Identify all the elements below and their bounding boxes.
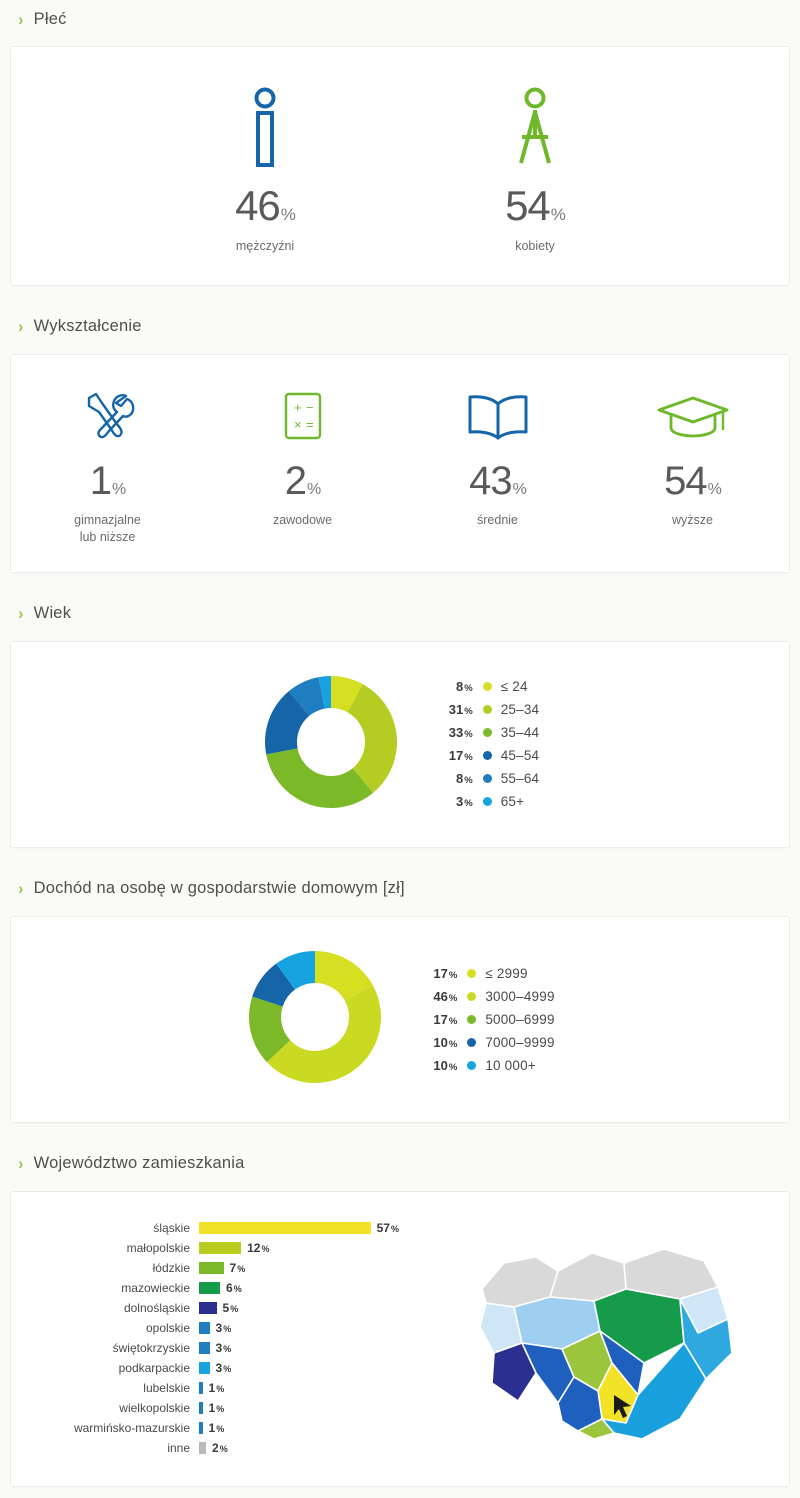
legend-value: 31%: [448, 702, 473, 718]
bar-track: [199, 1261, 399, 1275]
education-label-line1: gimnazjalne: [74, 512, 141, 527]
legend-value: 8%: [456, 771, 473, 787]
bar-fill: [199, 1222, 371, 1234]
section-wyksztalcenie: [10, 312, 790, 573]
legend-label: ≤ 2999: [485, 965, 528, 981]
section-header: [10, 874, 790, 904]
legend-item: [419, 987, 554, 1006]
percent-sign: %: [216, 1383, 225, 1394]
percent-sign: %: [464, 683, 473, 695]
percent-sign: %: [390, 1223, 399, 1234]
bar-label: łódzkie: [152, 1260, 190, 1275]
legend-label: 5000–6999: [485, 1011, 555, 1027]
bar-track: [199, 1421, 399, 1435]
percent-sign: %: [223, 1323, 232, 1334]
legend-item: [435, 677, 540, 696]
legend-label: 65+: [500, 794, 525, 810]
percent-sign: %: [307, 480, 321, 498]
bar-row: [21, 1278, 441, 1298]
age-donut-chart: [261, 672, 401, 817]
bar-track: [199, 1221, 399, 1235]
bar-row: [21, 1378, 441, 1398]
education-item-wyzsze: [625, 385, 760, 546]
bar-value: 3%: [215, 1320, 232, 1335]
bar-value: 2%: [212, 1440, 228, 1455]
legend-label: 10 000+: [485, 1057, 536, 1073]
legend-value: 17%: [433, 1011, 458, 1027]
education-value: 2%: [284, 458, 321, 503]
percent-sign: %: [448, 1038, 458, 1050]
bar-track: [199, 1241, 399, 1255]
gender-label: kobiety: [515, 239, 555, 253]
income-donut-chart: [245, 947, 385, 1092]
section-header: [10, 1149, 790, 1179]
bar-track: [199, 1341, 399, 1355]
calculator-icon: [235, 385, 370, 447]
income-chart-wrap: [11, 917, 789, 1122]
bar-row: [21, 1318, 441, 1338]
percent-sign: %: [448, 1061, 458, 1073]
percent-sign: %: [448, 992, 458, 1004]
legend-item: [435, 723, 540, 742]
legend-label: ≤ 24: [500, 679, 528, 695]
bar-label: lubelskie: [143, 1380, 190, 1395]
percent-sign: %: [223, 1343, 232, 1354]
percent-sign: %: [280, 205, 295, 224]
bar-fill: [199, 1322, 210, 1334]
svg-text:=: =: [305, 416, 314, 432]
legend-item: [419, 1033, 554, 1052]
gender-row: [11, 47, 789, 285]
bar-label: warmińsko-mazurskie: [73, 1420, 190, 1435]
legend-label: 45–54: [500, 748, 540, 764]
section-wojewodztwo: [10, 1149, 790, 1487]
legend-label: 7000–9999: [485, 1034, 555, 1050]
percent-sign: %: [464, 752, 473, 764]
bar-label: inne: [167, 1440, 190, 1455]
chevron-right-icon: ›: [18, 604, 24, 624]
section-title: Województwo zamieszkania: [33, 1154, 245, 1173]
bar-fill: [199, 1242, 241, 1254]
legend-item: [419, 1010, 554, 1029]
education-label: [40, 512, 175, 546]
percent-sign: %: [448, 1015, 458, 1027]
percent-sign: %: [230, 1303, 239, 1314]
bar-row: [21, 1338, 441, 1358]
legend-color-dot: [467, 1038, 476, 1047]
bar-track: [199, 1401, 399, 1415]
bar-value: 3%: [215, 1360, 232, 1375]
section-wiek: [10, 599, 790, 848]
legend-color-dot: [483, 682, 492, 691]
income-card: [10, 916, 790, 1123]
education-item-zawodowe: [235, 385, 370, 546]
bar-fill: [199, 1282, 220, 1294]
education-value: 43%: [469, 458, 526, 503]
bar-fill: [199, 1402, 203, 1414]
legend-label: 55–64: [500, 771, 540, 787]
legend-item: [435, 769, 540, 788]
bar-label: wielkopolskie: [119, 1400, 190, 1415]
percent-sign: %: [261, 1243, 270, 1254]
legend-color-dot: [467, 992, 476, 1001]
bar-fill: [199, 1382, 203, 1394]
gender-label: mężczyźni: [235, 239, 295, 253]
bar-value: 6%: [226, 1280, 242, 1295]
education-label: zawodowe: [272, 512, 333, 527]
bar-label: świętokrzyskie: [112, 1340, 190, 1355]
chevron-right-icon: ›: [18, 317, 24, 337]
percent-sign: %: [233, 1283, 242, 1294]
gender-item-male: [190, 81, 340, 255]
bar-label: małopolskie: [126, 1240, 190, 1255]
education-card: [10, 354, 790, 573]
legend-color-dot: [483, 751, 492, 760]
tools-icon: [40, 385, 175, 447]
legend-color-dot: [467, 1015, 476, 1024]
legend-value: 8%: [456, 679, 473, 695]
svg-text:×: ×: [293, 416, 302, 432]
education-value: 1%: [89, 458, 126, 503]
chevron-right-icon: ›: [18, 1154, 24, 1174]
legend-item: [435, 746, 540, 765]
bar-value: 57%: [376, 1220, 399, 1235]
gender-item-female: [460, 81, 610, 255]
bar-label: mazowieckie: [121, 1280, 190, 1295]
education-item-srednie: [430, 385, 565, 546]
percent-sign: %: [464, 706, 473, 718]
bar-fill: [199, 1422, 203, 1434]
section-title: Wykształcenie: [33, 317, 142, 336]
legend-color-dot: [467, 1061, 476, 1070]
legend-color-dot: [483, 797, 492, 806]
section-plec: [10, 0, 790, 286]
education-row: [11, 355, 789, 572]
percent-sign: %: [512, 480, 526, 498]
bar-row: [21, 1298, 441, 1318]
percent-sign: %: [464, 775, 473, 787]
bar-row: [21, 1398, 441, 1418]
bar-label: opolskie: [145, 1320, 190, 1335]
legend-label: 35–44: [500, 725, 540, 741]
legend-value: 10%: [433, 1034, 458, 1050]
percent-sign: %: [464, 729, 473, 741]
bar-track: [199, 1281, 399, 1295]
percent-sign: %: [448, 969, 458, 981]
section-header: [10, 312, 790, 342]
bar-row: [21, 1258, 441, 1278]
percent-sign: %: [550, 205, 565, 224]
chevron-right-icon: ›: [18, 9, 24, 29]
bar-value: 1%: [208, 1420, 225, 1435]
bar-track: [199, 1361, 399, 1375]
bar-row: [21, 1358, 441, 1378]
legend-item: [419, 1056, 554, 1075]
voivodeship-bar-chart: [21, 1218, 441, 1458]
gender-card: [10, 46, 790, 286]
legend-item: [419, 964, 554, 983]
legend-value: 17%: [433, 965, 458, 981]
gender-value: 46%: [235, 182, 295, 229]
age-legend: [435, 677, 540, 811]
bar-row: [21, 1218, 441, 1238]
legend-value: 17%: [448, 748, 473, 764]
voivodeship-card: [10, 1191, 790, 1487]
bar-track: [199, 1381, 399, 1395]
bar-row: [21, 1238, 441, 1258]
voivodeship-wrap: [11, 1192, 789, 1486]
bar-row: [21, 1438, 441, 1458]
section-header: [10, 599, 790, 629]
legend-color-dot: [483, 774, 492, 783]
section-title: Dochód na osobę w gospodarstwie domowym [zł]: [33, 879, 405, 898]
bar-value: 5%: [222, 1300, 239, 1315]
donut-slice: [266, 748, 373, 808]
chevron-right-icon: ›: [18, 879, 24, 899]
legend-label: 3000–4999: [485, 988, 555, 1004]
bar-track: [199, 1321, 399, 1335]
gender-value: 54%: [505, 182, 565, 229]
male-figure-icon: [190, 81, 340, 167]
age-chart-wrap: [11, 642, 789, 847]
education-label: wyższe: [672, 512, 713, 527]
bar-label: śląskie: [153, 1220, 190, 1235]
legend-value: 3%: [456, 794, 473, 810]
section-title: Płeć: [33, 9, 67, 28]
legend-value: 10%: [433, 1057, 458, 1073]
graduation-cap-icon: [625, 385, 760, 447]
bar-value: 1%: [208, 1400, 225, 1415]
education-label: średnie: [477, 512, 518, 527]
percent-sign: %: [216, 1423, 225, 1434]
percent-sign: %: [112, 480, 126, 498]
bar-track: [199, 1441, 399, 1455]
legend-color-dot: [467, 969, 476, 978]
percent-sign: %: [707, 480, 721, 498]
education-value: 54%: [664, 458, 721, 503]
percent-sign: %: [237, 1263, 246, 1274]
legend-color-dot: [483, 728, 492, 737]
legend-item: [435, 792, 540, 811]
bar-fill: [199, 1362, 210, 1374]
legend-value: 46%: [433, 988, 458, 1004]
svg-text:+: +: [293, 399, 302, 415]
legend-color-dot: [483, 705, 492, 714]
bar-value: 12%: [247, 1240, 270, 1255]
section-header: [10, 4, 790, 34]
bar-label: dolnośląskie: [123, 1300, 190, 1315]
bar-fill: [199, 1342, 210, 1354]
income-legend: [419, 964, 554, 1075]
svg-text:−: −: [305, 399, 314, 415]
bar-track: [199, 1301, 399, 1315]
education-label-line2: lub niższe: [79, 529, 136, 544]
legend-value: 33%: [448, 725, 473, 741]
education-item-gimnazjalne: [40, 385, 175, 546]
percent-sign: %: [219, 1443, 228, 1454]
bar-value: 1%: [208, 1380, 225, 1395]
open-book-icon: [430, 385, 565, 447]
poland-map: [447, 1218, 771, 1458]
legend-item: [435, 700, 540, 719]
bar-row: [21, 1418, 441, 1438]
bar-fill: [199, 1442, 206, 1454]
percent-sign: %: [216, 1403, 225, 1414]
age-card: [10, 641, 790, 848]
section-dochod: [10, 874, 790, 1123]
percent-sign: %: [464, 798, 473, 810]
bar-fill: [199, 1262, 224, 1274]
bar-value: 3%: [215, 1340, 232, 1355]
legend-label: 25–34: [500, 702, 540, 718]
female-figure-icon: [460, 81, 610, 167]
bar-value: 7%: [229, 1260, 246, 1275]
bar-label: podkarpackie: [118, 1360, 190, 1375]
section-title: Wiek: [33, 604, 72, 623]
percent-sign: %: [223, 1363, 232, 1374]
bar-fill: [199, 1302, 217, 1314]
